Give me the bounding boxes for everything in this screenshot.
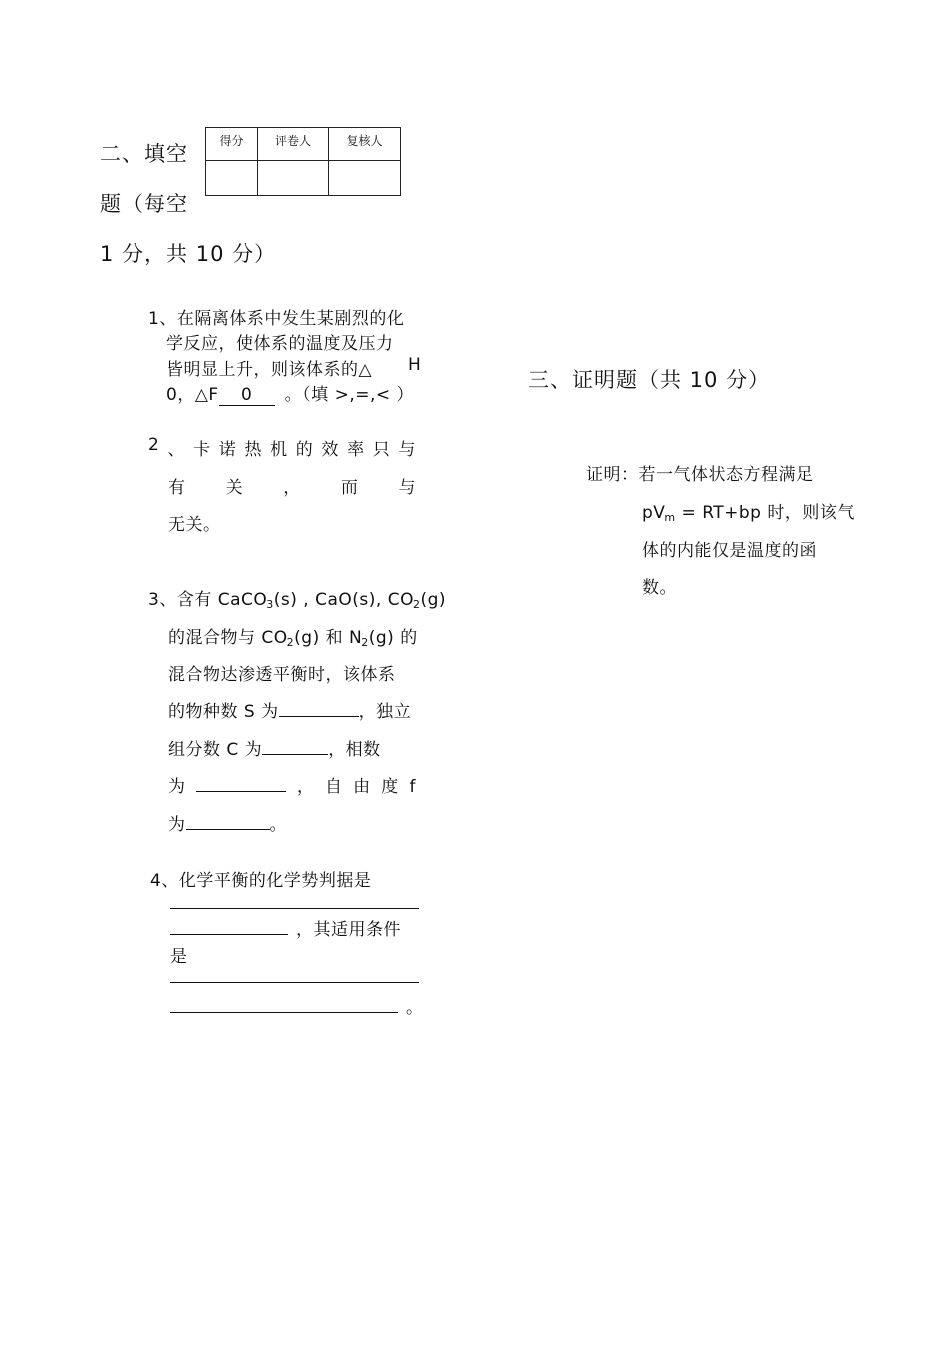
q3-subscript: 2 [361, 636, 369, 649]
section2-title-line1: 二、填空 [100, 142, 188, 166]
q4-line5 [170, 993, 424, 1018]
q3-text: 为 [168, 815, 186, 835]
q2-char: 的 [295, 440, 314, 460]
phase-count-blank[interactable] [196, 775, 286, 792]
reviewer-cell[interactable] [329, 161, 401, 196]
q3-text: 组分数 C 为 [168, 740, 263, 760]
q3-text: 自 [324, 777, 343, 797]
q1-h-symbol: H [408, 355, 422, 375]
section2-title-line2: 题（每空 [100, 192, 188, 216]
q3-subscript: 2 [412, 598, 421, 611]
proof-line4: 数。 [642, 578, 677, 598]
component-count-blank[interactable] [262, 738, 328, 755]
q2-char: 有 [168, 478, 186, 498]
q2-char: 只 [372, 440, 391, 460]
q3-text: ， [296, 777, 315, 797]
q1-line4-prefix: 0，△F [166, 385, 219, 405]
q2-line2 [168, 473, 416, 498]
section2-title-line3: 1 分，共 10 分） [100, 242, 277, 266]
q3-line7 [168, 810, 287, 835]
q2-char: 而 [340, 478, 359, 498]
q4-criterion-blank-line1[interactable] [170, 908, 419, 909]
q4-line2 [170, 915, 401, 940]
q1-line1: 1、在隔离体系中发生某剧烈的化 [148, 309, 405, 329]
q2-char: 与 [398, 478, 416, 498]
q3-text: ，相数 [328, 740, 381, 760]
q2-char: 与 [398, 440, 416, 460]
q4-condition-blank-line1[interactable] [170, 982, 419, 983]
q2-char: 诺 [218, 440, 237, 460]
q4-line1: 4、化学平衡的化学势判据是 [150, 871, 372, 891]
q1-line3: 皆明显上升，则该体系的△ [166, 360, 373, 380]
q3-line2 [168, 623, 418, 648]
q4-criterion-blank-line2[interactable] [170, 918, 288, 935]
q2-line1 [148, 435, 416, 460]
q3-line1 [148, 585, 446, 610]
q3-text: f [409, 777, 416, 797]
q2-char: 2 [148, 435, 160, 455]
q3-line5 [168, 735, 381, 760]
proof-text: = RT+bp 时，则该气 [675, 503, 855, 523]
q3-line6 [168, 772, 416, 797]
proof-line2 [642, 498, 855, 523]
score-table [205, 127, 401, 196]
q3-text: 的物种数 S 为 [168, 702, 279, 722]
q2-char: 效 [321, 440, 339, 460]
q2-char: 关 [225, 478, 244, 498]
proof-text: pV [642, 503, 666, 523]
q2-char: 率 [347, 440, 365, 460]
q4-line3: 是 [170, 947, 188, 967]
q2-char: 、 [167, 440, 185, 460]
q3-text: 为 [168, 777, 186, 797]
proof-line3: 体的内能仅是温度的函 [642, 541, 817, 561]
q3-text: 。 [269, 815, 287, 835]
q3-text: (g) 和 N [294, 628, 363, 648]
q3-line3: 混合物达渗透平衡时，该体系 [168, 665, 396, 685]
q2-char: ， [283, 478, 301, 498]
q3-text: 3、含有 CaCO [148, 590, 268, 610]
q3-text: 度 [381, 777, 399, 797]
q2-char: 热 [244, 440, 262, 460]
q3-text: 由 [353, 777, 371, 797]
proof-subscript: m [664, 511, 676, 524]
q3-text: (g) 的 [368, 628, 418, 648]
grader-header-cell: 评卷人 [258, 128, 329, 161]
q3-text: 的混合物与 CO [168, 628, 288, 648]
proof-line1: 证明：若一气体状态方程满足 [586, 465, 814, 485]
q3-subscript: 2 [286, 636, 295, 649]
q1-answer-blank[interactable]: 0 [219, 385, 275, 406]
reviewer-header-cell: 复核人 [329, 128, 401, 161]
q1-line4-suffix: 。（填 >,=,< ） [284, 385, 415, 405]
section3-title: 三、证明题（共 10 分） [528, 368, 771, 392]
q3-text: (g) [420, 590, 447, 610]
q4-text: ，其适用条件 [296, 920, 401, 940]
score-table-header-row [206, 128, 401, 161]
q3-text: ，独立 [358, 702, 412, 722]
grader-cell[interactable] [258, 161, 329, 196]
q3-line4 [168, 697, 411, 722]
q1-line4 [166, 380, 414, 406]
degrees-of-freedom-blank[interactable] [186, 813, 270, 830]
score-cell[interactable] [206, 161, 258, 196]
q4-text: 。 [406, 998, 424, 1018]
score-table-input-row [206, 161, 401, 196]
q2-char: 卡 [193, 440, 211, 460]
q1-line2: 学反应，使体系的温度及压力 [166, 334, 394, 354]
q4-condition-blank-line2[interactable] [170, 996, 398, 1013]
q3-subscript: 3 [266, 598, 274, 611]
q3-text: (s) , CaO(s), CO [273, 590, 414, 610]
q2-line3: 无关。 [168, 515, 221, 535]
q2-char: 机 [270, 440, 288, 460]
species-count-blank[interactable] [279, 700, 359, 717]
score-header-cell: 得分 [206, 128, 258, 161]
